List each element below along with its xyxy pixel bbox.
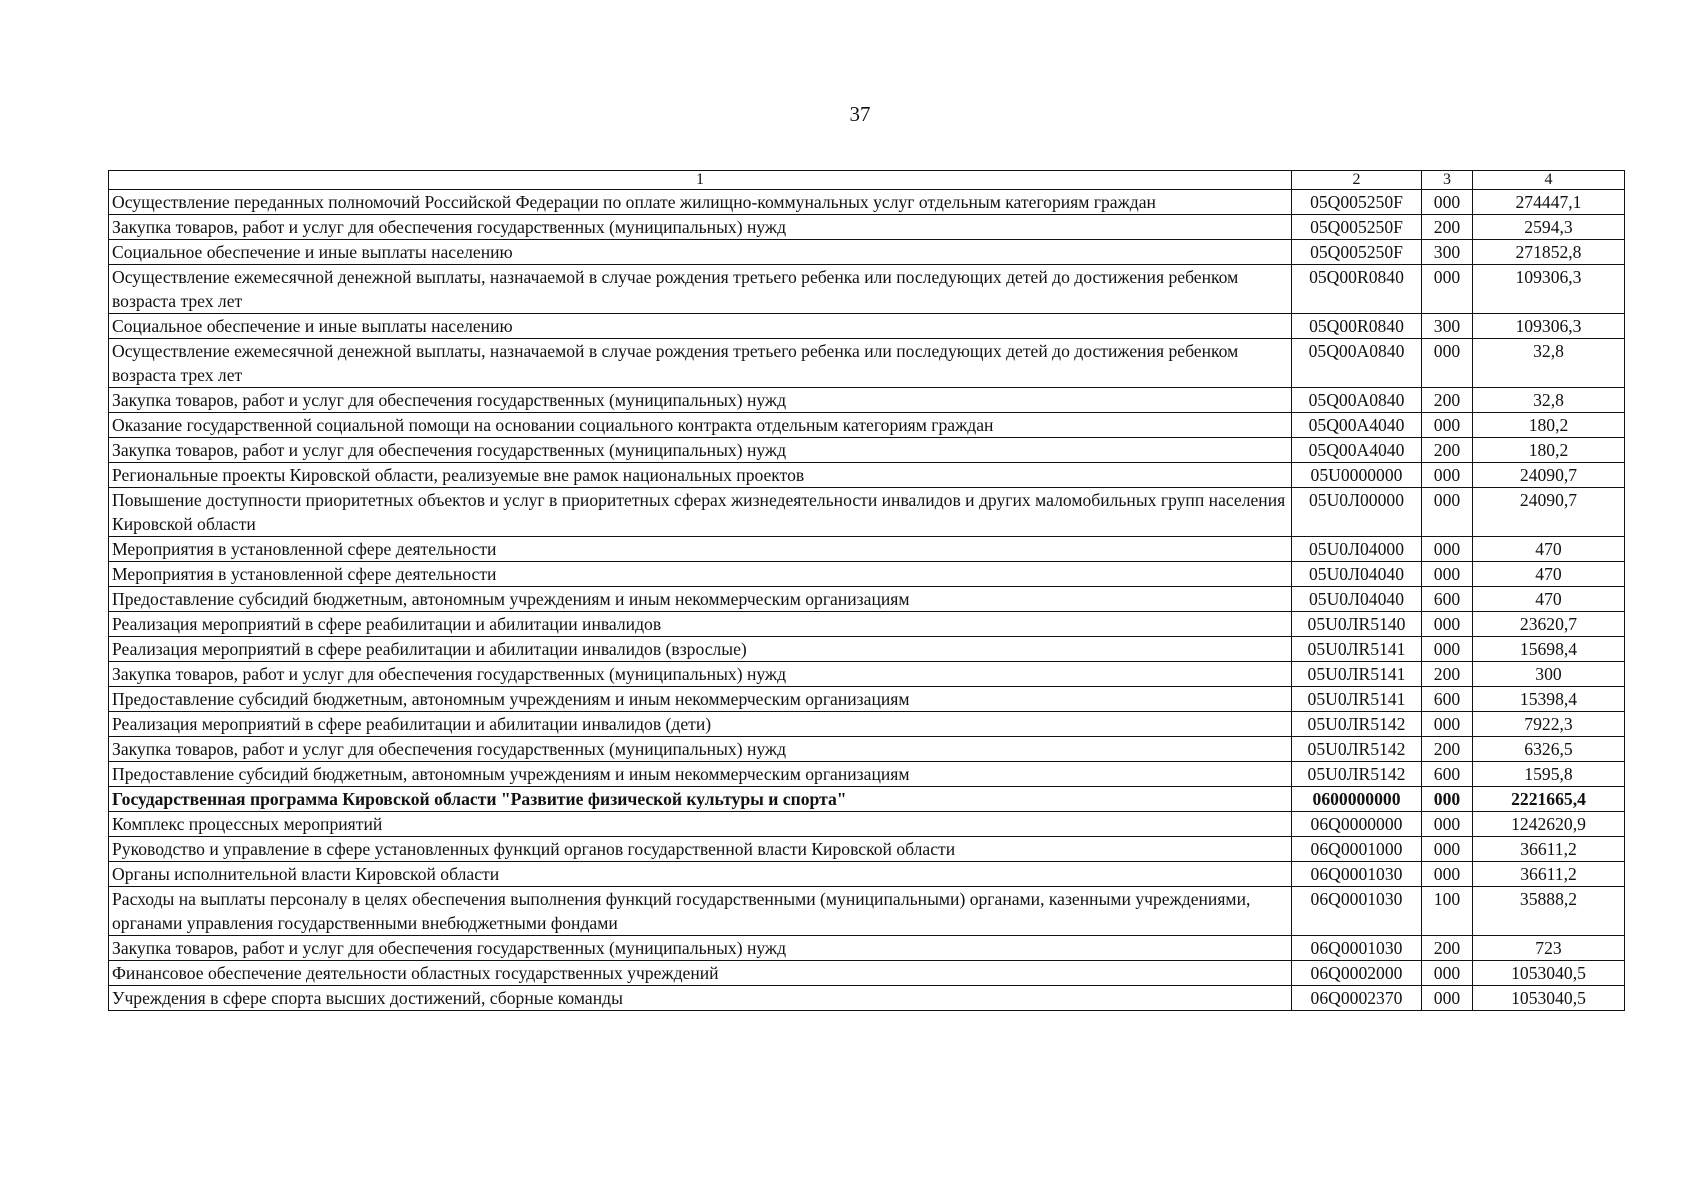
row-amount: 36611,2 [1473, 862, 1625, 887]
row-name: Предоставление субсидий бюджетным, автономным учреждениям и иным некоммерческим организациям [109, 687, 1292, 712]
row-amount: 6326,5 [1473, 737, 1625, 762]
table-row [109, 463, 1625, 488]
header-col-4: 4 [1473, 171, 1625, 190]
row-code: 06Q0001000 [1292, 837, 1422, 862]
table-row [109, 762, 1625, 787]
row-name: Региональные проекты Кировской области, реализуемые вне рамок национальных проектов [109, 463, 1292, 488]
row-code: 05U0ЛR5140 [1292, 612, 1422, 637]
row-amount: 109306,3 [1473, 314, 1625, 339]
row-name: Социальное обеспечение и иные выплаты населению [109, 240, 1292, 265]
row-name: Комплекс процессных мероприятий [109, 812, 1292, 837]
row-type: 000 [1422, 787, 1473, 812]
row-code: 06Q0001030 [1292, 862, 1422, 887]
table-row [109, 612, 1625, 637]
table-row [109, 986, 1625, 1011]
header-col-2: 2 [1292, 171, 1422, 190]
row-name: Реализация мероприятий в сфере реабилитации и абилитации инвалидов (дети) [109, 712, 1292, 737]
row-amount: 15398,4 [1473, 687, 1625, 712]
row-type: 200 [1422, 215, 1473, 240]
table-row [109, 265, 1625, 314]
table-row [109, 662, 1625, 687]
table-row [109, 887, 1625, 936]
row-code: 06Q0002370 [1292, 986, 1422, 1011]
row-name: Расходы на выплаты персоналу в целях обеспечения выполнения функций государственными (муниципальными) органами, казенными учреждениями, органами управления государственными внебюджетными фондами [109, 887, 1292, 936]
row-code: 05Q00R0840 [1292, 314, 1422, 339]
row-amount: 271852,8 [1473, 240, 1625, 265]
row-type: 000 [1422, 537, 1473, 562]
table-row [109, 936, 1625, 961]
row-type: 100 [1422, 887, 1473, 936]
row-code: 0600000000 [1292, 787, 1422, 812]
row-amount: 180,2 [1473, 438, 1625, 463]
row-amount: 7922,3 [1473, 712, 1625, 737]
row-code: 05U0ЛR5142 [1292, 762, 1422, 787]
table-row [109, 737, 1625, 762]
row-name: Финансовое обеспечение деятельности областных государственных учреждений [109, 961, 1292, 986]
table-row [109, 637, 1625, 662]
row-type: 000 [1422, 463, 1473, 488]
row-name: Осуществление ежемесячной денежной выплаты, назначаемой в случае рождения третьего ребенка или последующих детей до достижения ребенком возраста трех лет [109, 339, 1292, 388]
row-amount: 109306,3 [1473, 265, 1625, 314]
row-type: 200 [1422, 388, 1473, 413]
table-row [109, 438, 1625, 463]
row-name: Осуществление ежемесячной денежной выплаты, назначаемой в случае рождения третьего ребенка или последующих детей до достижения ребенком возраста трех лет [109, 265, 1292, 314]
row-amount: 470 [1473, 537, 1625, 562]
table-row [109, 961, 1625, 986]
row-code: 06Q0000000 [1292, 812, 1422, 837]
row-type: 000 [1422, 612, 1473, 637]
row-code: 05Q00A4040 [1292, 438, 1422, 463]
row-code: 06Q0001030 [1292, 936, 1422, 961]
row-name: Закупка товаров, работ и услуг для обеспечения государственных (муниципальных) нужд [109, 388, 1292, 413]
table-row [109, 314, 1625, 339]
row-name: Закупка товаров, работ и услуг для обеспечения государственных (муниципальных) нужд [109, 438, 1292, 463]
row-name: Повышение доступности приоритетных объектов и услуг в приоритетных сферах жизнедеятельности инвалидов и других маломобильных групп населения Кировской области [109, 488, 1292, 537]
row-amount: 24090,7 [1473, 488, 1625, 537]
row-amount: 470 [1473, 587, 1625, 612]
row-name: Оказание государственной социальной помощи на основании социального контракта отдельным категориям граждан [109, 413, 1292, 438]
table-row [109, 837, 1625, 862]
row-type: 000 [1422, 265, 1473, 314]
table-row [109, 413, 1625, 438]
row-code: 05Q005250F [1292, 215, 1422, 240]
row-amount: 1053040,5 [1473, 986, 1625, 1011]
row-amount: 1053040,5 [1473, 961, 1625, 986]
row-amount: 300 [1473, 662, 1625, 687]
row-name: Руководство и управление в сфере установленных функций органов государственной власти Кировской области [109, 837, 1292, 862]
row-amount: 32,8 [1473, 388, 1625, 413]
row-type: 000 [1422, 837, 1473, 862]
row-amount: 35888,2 [1473, 887, 1625, 936]
row-name: Социальное обеспечение и иные выплаты населению [109, 314, 1292, 339]
row-name: Закупка товаров, работ и услуг для обеспечения государственных (муниципальных) нужд [109, 936, 1292, 961]
row-type: 000 [1422, 190, 1473, 215]
row-code: 05U0Л04000 [1292, 537, 1422, 562]
table-row [109, 787, 1625, 812]
row-type: 000 [1422, 562, 1473, 587]
row-code: 05U0ЛR5141 [1292, 662, 1422, 687]
row-type: 600 [1422, 762, 1473, 787]
row-code: 06Q0001030 [1292, 887, 1422, 936]
table-row [109, 215, 1625, 240]
row-code: 05U0Л00000 [1292, 488, 1422, 537]
row-code: 06Q0002000 [1292, 961, 1422, 986]
row-amount: 274447,1 [1473, 190, 1625, 215]
row-amount: 32,8 [1473, 339, 1625, 388]
row-amount: 24090,7 [1473, 463, 1625, 488]
row-name: Предоставление субсидий бюджетным, автономным учреждениям и иным некоммерческим организациям [109, 587, 1292, 612]
row-name: Мероприятия в установленной сфере деятельности [109, 562, 1292, 587]
row-amount: 1595,8 [1473, 762, 1625, 787]
table-row [109, 388, 1625, 413]
row-name: Предоставление субсидий бюджетным, автономным учреждениям и иным некоммерческим организациям [109, 762, 1292, 787]
header-col-3: 3 [1422, 171, 1473, 190]
row-type: 600 [1422, 687, 1473, 712]
table-row [109, 712, 1625, 737]
row-code: 05Q00A4040 [1292, 413, 1422, 438]
row-type: 000 [1422, 986, 1473, 1011]
row-code: 05U0ЛR5141 [1292, 637, 1422, 662]
row-type: 000 [1422, 961, 1473, 986]
row-type: 000 [1422, 413, 1473, 438]
table-row [109, 562, 1625, 587]
table-row [109, 862, 1625, 887]
row-name: Мероприятия в установленной сфере деятельности [109, 537, 1292, 562]
header-col-1: 1 [109, 171, 1292, 190]
table-body [109, 190, 1625, 1011]
row-amount: 470 [1473, 562, 1625, 587]
table-row [109, 339, 1625, 388]
row-type: 300 [1422, 240, 1473, 265]
table-row [109, 537, 1625, 562]
row-name: Закупка товаров, работ и услуг для обеспечения государственных (муниципальных) нужд [109, 737, 1292, 762]
row-type: 000 [1422, 812, 1473, 837]
row-code: 05Q005250F [1292, 190, 1422, 215]
row-amount: 1242620,9 [1473, 812, 1625, 837]
row-name: Государственная программа Кировской области "Развитие физической культуры и спорта" [109, 787, 1292, 812]
row-code: 05Q00A0840 [1292, 339, 1422, 388]
row-code: 05U0ЛR5141 [1292, 687, 1422, 712]
row-name: Органы исполнительной власти Кировской области [109, 862, 1292, 887]
row-code: 05U0Л04040 [1292, 562, 1422, 587]
row-amount: 2221665,4 [1473, 787, 1625, 812]
row-type: 200 [1422, 936, 1473, 961]
row-amount: 36611,2 [1473, 837, 1625, 862]
budget-table [108, 170, 1625, 1011]
table-row [109, 687, 1625, 712]
row-code: 05U0Л04040 [1292, 587, 1422, 612]
row-type: 600 [1422, 587, 1473, 612]
row-name: Закупка товаров, работ и услуг для обеспечения государственных (муниципальных) нужд [109, 662, 1292, 687]
row-amount: 23620,7 [1473, 612, 1625, 637]
row-code: 05Q00R0840 [1292, 265, 1422, 314]
row-name: Учреждения в сфере спорта высших достижений, сборные команды [109, 986, 1292, 1011]
row-amount: 723 [1473, 936, 1625, 961]
row-type: 200 [1422, 438, 1473, 463]
row-code: 05U0ЛR5142 [1292, 737, 1422, 762]
table-row [109, 240, 1625, 265]
row-name: Реализация мероприятий в сфере реабилитации и абилитации инвалидов [109, 612, 1292, 637]
row-code: 05U0ЛR5142 [1292, 712, 1422, 737]
table-row [109, 488, 1625, 537]
table-row [109, 812, 1625, 837]
table-row [109, 190, 1625, 215]
row-amount: 15698,4 [1473, 637, 1625, 662]
row-name: Осуществление переданных полномочий Российской Федерации по оплате жилищно-коммунальных услуг отдельным категориям граждан [109, 190, 1292, 215]
table-row [109, 587, 1625, 612]
row-name: Закупка товаров, работ и услуг для обеспечения государственных (муниципальных) нужд [109, 215, 1292, 240]
row-code: 05Q00A0840 [1292, 388, 1422, 413]
row-type: 000 [1422, 339, 1473, 388]
row-code: 05U0000000 [1292, 463, 1422, 488]
page-number: 37 [849, 102, 871, 126]
row-type: 000 [1422, 862, 1473, 887]
row-type: 200 [1422, 737, 1473, 762]
row-type: 000 [1422, 488, 1473, 537]
row-type: 000 [1422, 637, 1473, 662]
row-type: 200 [1422, 662, 1473, 687]
row-type: 300 [1422, 314, 1473, 339]
header-row [109, 171, 1625, 190]
row-amount: 180,2 [1473, 413, 1625, 438]
row-name: Реализация мероприятий в сфере реабилитации и абилитации инвалидов (взрослые) [109, 637, 1292, 662]
row-type: 000 [1422, 712, 1473, 737]
row-amount: 2594,3 [1473, 215, 1625, 240]
row-code: 05Q005250F [1292, 240, 1422, 265]
